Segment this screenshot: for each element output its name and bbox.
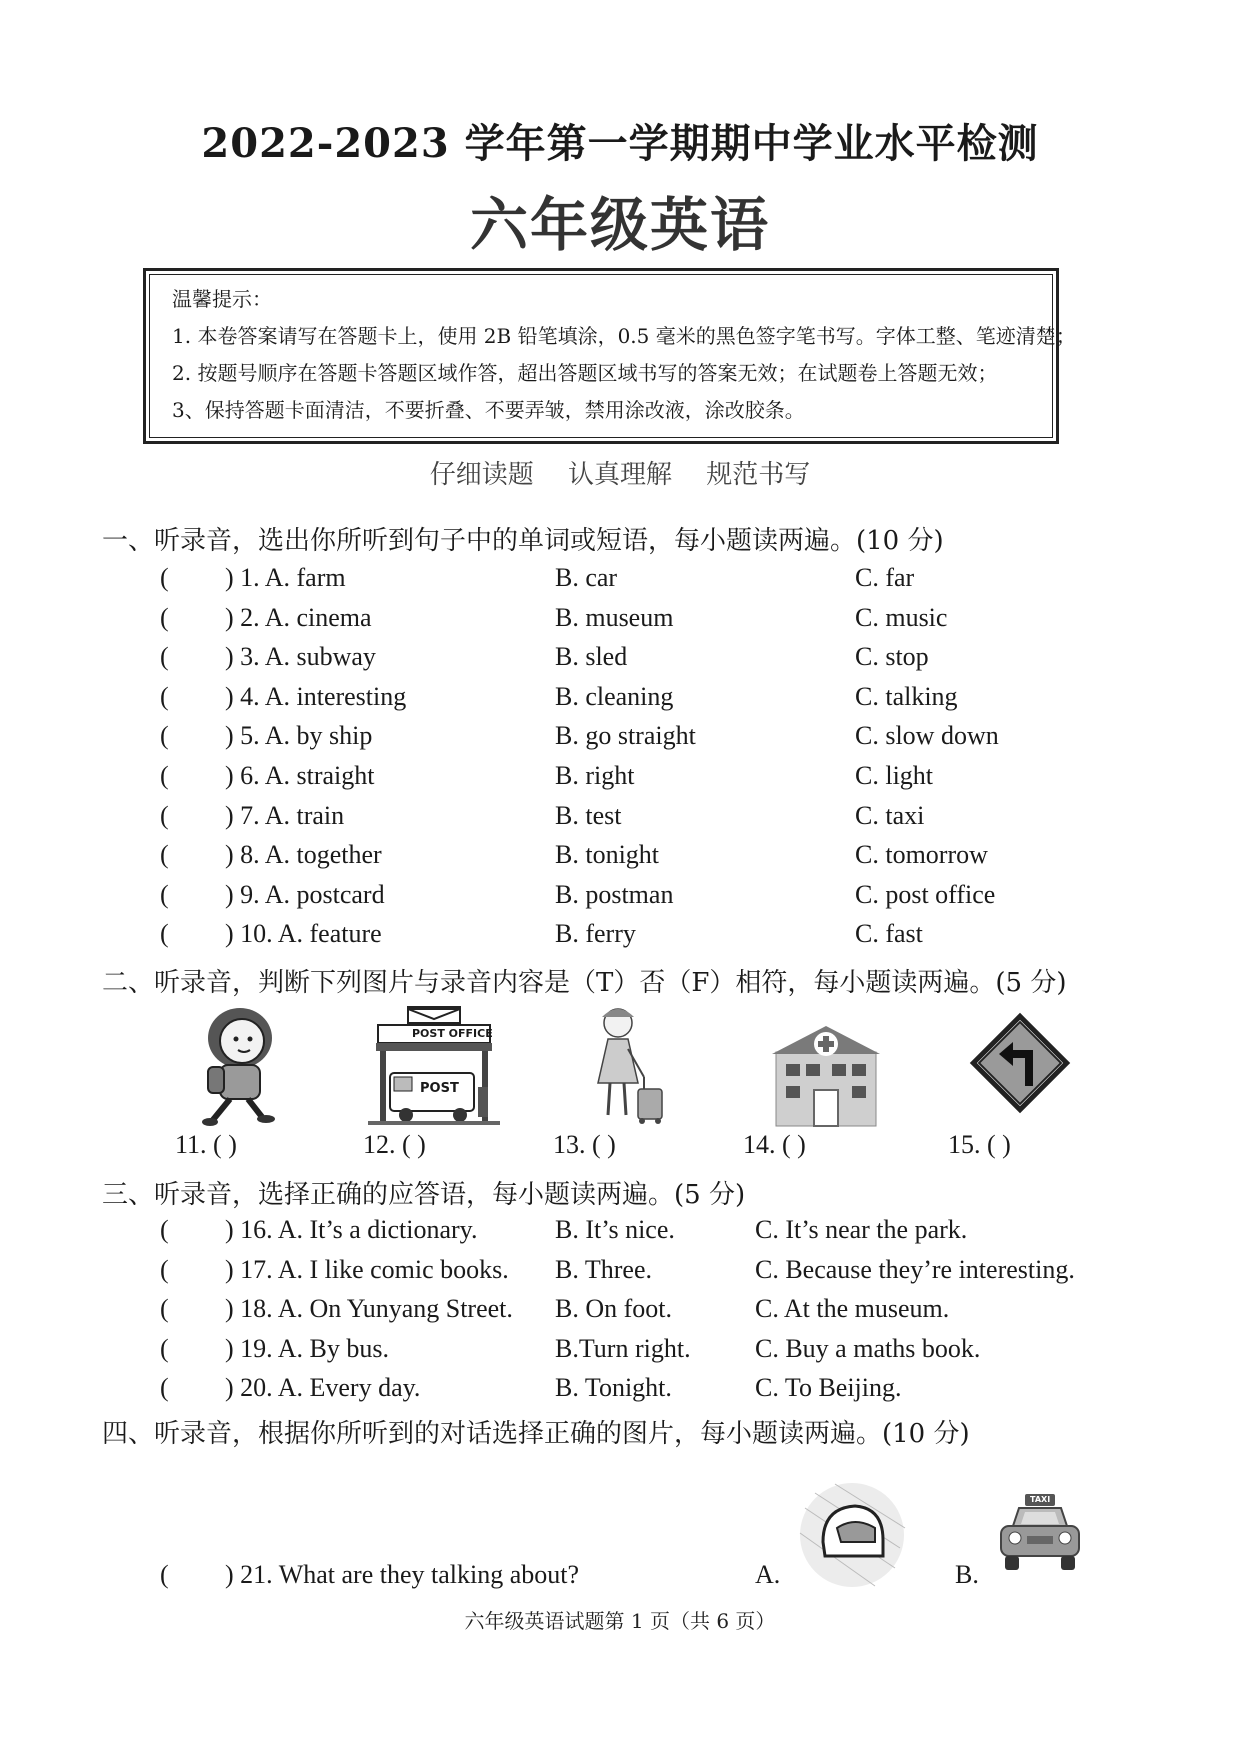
answer-paren: (	[160, 1560, 169, 1589]
option-c: C. music	[855, 602, 948, 632]
option-b: B. Tonight.	[555, 1373, 672, 1402]
option-c: C. To Beijing.	[755, 1373, 902, 1402]
option-c: C. light	[855, 761, 934, 790]
question-row	[160, 880, 1160, 920]
picture-label-13: 13. ( )	[553, 1130, 616, 1159]
option-a: ) 6. A. straight	[225, 761, 375, 790]
section-4-heading: 四、听录音，根据你所听到的对话选择正确的图片，每小题读两遍。(10 分)	[102, 1419, 970, 1449]
option-a: ) 8. A. together	[225, 840, 382, 870]
taxi-sign: TAXI	[1030, 1495, 1051, 1504]
answer-paren: (	[160, 919, 169, 949]
answer-paren: (	[160, 1373, 169, 1402]
question-row	[160, 840, 1160, 880]
option-a: ) 7. A. train	[225, 800, 345, 830]
option-c: C. It’s near the park.	[755, 1215, 968, 1244]
option-c: C. At the museum.	[755, 1294, 950, 1323]
answer-paren: (	[160, 800, 169, 830]
section-3-heading: 三、听录音，选择正确的应答语，每小题读两遍。(5 分)	[102, 1180, 746, 1210]
option-c: C. tomorrow	[855, 840, 988, 870]
turn-left-sign-icon	[965, 1008, 1075, 1118]
answer-paren: (	[160, 721, 169, 751]
question-row	[160, 563, 1160, 603]
girl-with-suitcase-icon	[582, 1003, 672, 1128]
option-b: B. postman	[555, 879, 674, 909]
tips-box	[143, 268, 1076, 444]
taxi-icon	[995, 1492, 1085, 1582]
answer-paren: (	[160, 840, 169, 870]
option-a: ) 18. A. On Yunyang Street.	[225, 1294, 513, 1323]
option-c: C. Buy a maths book.	[755, 1333, 981, 1363]
question-text: ) 21. What are they talking about?	[225, 1560, 580, 1589]
option-c: C. stop	[855, 642, 929, 672]
option-b: B.Turn right.	[555, 1333, 691, 1363]
picture-label-14: 14. ( )	[743, 1130, 806, 1159]
answer-paren: (	[160, 681, 169, 711]
slogan: 仔细读题 认真理解 规范书写	[429, 460, 811, 490]
option-c: C. slow down	[855, 721, 999, 751]
answer-paren: (	[160, 602, 169, 632]
question-row	[160, 1334, 1160, 1374]
answer-paren: (	[160, 563, 169, 592]
option-b: B. ferry	[555, 919, 636, 949]
page-footer: 六年级英语试题第 1 页（共 6 页）	[464, 1609, 776, 1633]
answer-paren: (	[160, 761, 169, 790]
tips-line: 2. 按题号顺序在答题卡答题区域作答，超出答题区域书写的答案无效；在试题卷上答题无效；	[172, 361, 998, 385]
answer-paren: (	[160, 1333, 169, 1363]
question-row	[160, 682, 1160, 722]
post-truck-label: POST	[420, 1081, 459, 1096]
answer-paren: (	[160, 1215, 169, 1244]
question-row	[160, 761, 1160, 801]
option-b: B. right	[555, 761, 635, 790]
option-b: B. It’s nice.	[555, 1215, 675, 1244]
option-c: C. Because they’re interesting.	[755, 1254, 1075, 1284]
picture-label-15: 15. ( )	[948, 1130, 1011, 1159]
question-row	[160, 801, 1160, 841]
option-b-label: B.	[955, 1560, 979, 1589]
tips-heading: 温馨提示：	[172, 287, 272, 311]
post-office-sign: POST OFFICE	[412, 1027, 493, 1040]
answer-paren: (	[160, 1254, 169, 1284]
option-c: C. talking	[855, 681, 958, 711]
option-a: ) 2. A. cinema	[225, 602, 372, 632]
question-row	[160, 603, 1160, 643]
option-a: ) 19. A. By bus.	[225, 1333, 389, 1363]
question-row	[160, 721, 1160, 761]
option-b: B. test	[555, 800, 622, 830]
hospital-icon	[770, 1016, 882, 1128]
running-girl-icon	[190, 1003, 290, 1128]
option-a: ) 17. A. I like comic books.	[225, 1254, 509, 1284]
option-a: ) 9. A. postcard	[225, 879, 385, 909]
question-row	[160, 1373, 1160, 1413]
option-b: B. museum	[555, 602, 674, 632]
answer-paren: (	[160, 1294, 169, 1323]
option-b: B. tonight	[555, 840, 660, 870]
tips-line: 3、保持答题卡面清洁，不要折叠、不要弄皱，禁用涂改液，涂改胶条。	[172, 398, 805, 422]
option-a: ) 3. A. subway	[225, 642, 376, 672]
option-a: ) 16. A. It’s a dictionary.	[225, 1215, 478, 1244]
option-a: ) 10. A. feature	[225, 919, 382, 949]
question-row	[160, 1255, 1160, 1295]
question-row	[160, 919, 1160, 959]
question-row	[160, 1215, 1160, 1255]
section-1-heading: 一、听录音，选出你所听到句子中的单词或短语，每小题读两遍。(10 分)	[102, 526, 944, 556]
option-c: C. far	[855, 563, 915, 592]
option-a: ) 5. A. by ship	[225, 721, 373, 751]
answer-paren: (	[160, 879, 169, 909]
option-b: B. car	[555, 563, 618, 592]
option-b: B. On foot.	[555, 1294, 672, 1323]
page-title: 2022-2023 学年第一学期期中学业水平检测	[201, 120, 1039, 167]
option-b: B. cleaning	[555, 681, 674, 711]
option-a: ) 1. A. farm	[225, 563, 346, 592]
option-c: C. fast	[855, 919, 923, 949]
picture-label-12: 12. ( )	[363, 1130, 426, 1159]
section-2-heading: 二、听录音，判断下列图片与录音内容是（T）否（F）相符，每小题读两遍。(5 分)	[102, 968, 1067, 998]
option-b: B. go straight	[555, 721, 696, 751]
option-b: B. Three.	[555, 1254, 652, 1284]
option-c: C. taxi	[855, 800, 925, 830]
option-b: B. sled	[555, 642, 628, 672]
answer-paren: (	[160, 642, 169, 672]
option-a: ) 20. A. Every day.	[225, 1373, 421, 1402]
post-office-icon	[368, 1003, 500, 1128]
option-a-label: A.	[755, 1560, 781, 1589]
picture-label-11: 11. ( )	[175, 1130, 237, 1159]
question-row	[160, 1294, 1160, 1334]
question-row	[160, 642, 1160, 682]
tips-line: 1. 本卷答案请写在答题卡上，使用 2B 铅笔填涂，0.5 毫米的黑色签字笔书写。字体工整、笔迹清楚；	[172, 324, 1076, 348]
helmet-icon	[795, 1478, 910, 1593]
page-subtitle: 六年级英语	[469, 191, 770, 259]
option-c: C. post office	[855, 879, 996, 909]
option-a: ) 4. A. interesting	[225, 681, 407, 711]
